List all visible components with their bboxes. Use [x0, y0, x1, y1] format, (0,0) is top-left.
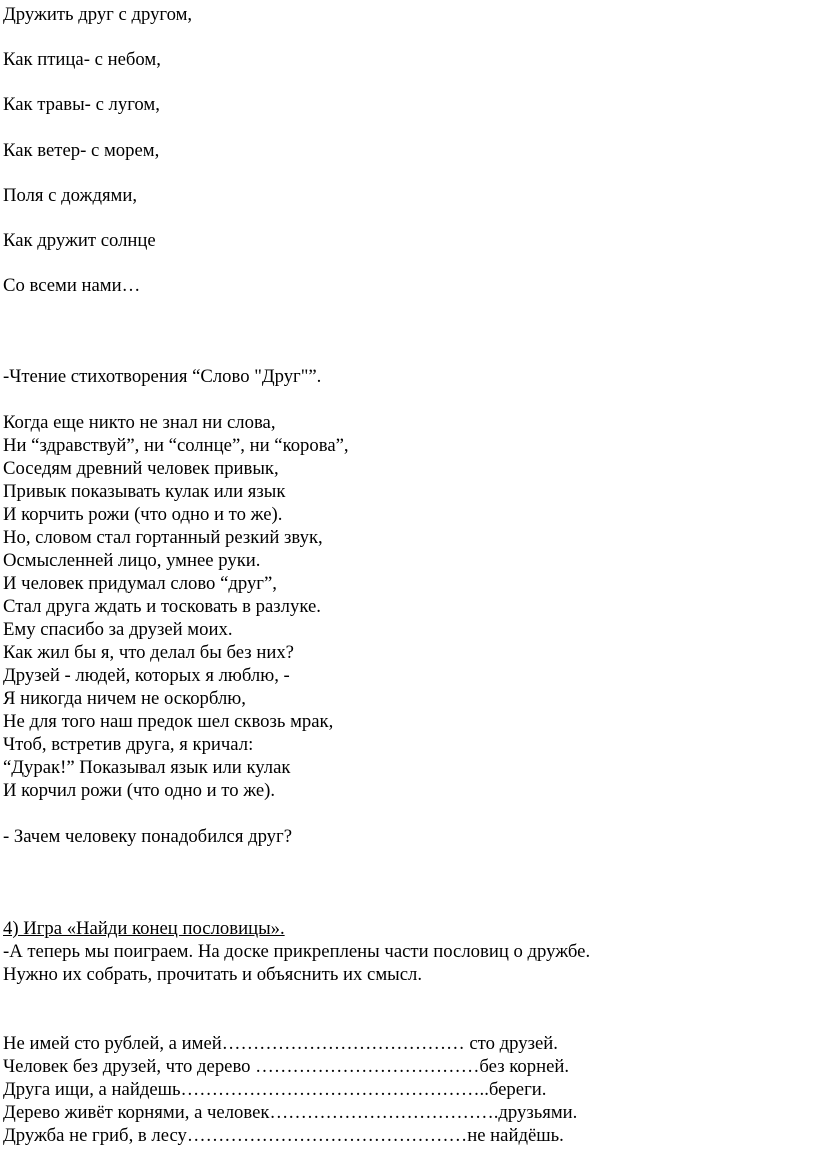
game-title: 4) Игра «Найди конец пословицы».: [3, 918, 285, 939]
discussion-question: - Зачем человеку понадобился друг?: [3, 826, 292, 847]
poem-line: И человек придумал слово “друг”,: [3, 573, 277, 594]
intro-poem-line: Как ветер- с морем,: [3, 140, 160, 161]
intro-poem-line: Как дружит солнце: [3, 230, 156, 251]
intro-poem-line: Дружить друг с другом,: [3, 4, 193, 25]
game-instruction: -А теперь мы поиграем. На доске прикреплены части пословиц о дружбе.: [3, 941, 591, 962]
poem-line: Соседям древний человек привык,: [3, 458, 279, 479]
intro-poem-line: Со всеми нами…: [3, 275, 141, 296]
poem-line: Не для того наш предок шел сквозь мрак,: [3, 711, 334, 732]
poem-line: И корчил рожи (что одно и то же).: [3, 780, 276, 801]
poem-line: Друзей - людей, которых я люблю, -: [3, 665, 290, 686]
poem-line: Когда еще никто не знал ни слова,: [3, 412, 276, 433]
poem-line: Ему спасибо за друзей моих.: [3, 619, 233, 640]
poem-line: И корчить рожи (что одно и то же).: [3, 504, 283, 525]
poem-line: “Дурак!” Показывал язык или кулак: [3, 757, 291, 778]
poem-line: Привык показывать кулак или язык: [3, 481, 286, 502]
reading-heading: -Чтение стихотворения “Слово "Друг"”.: [3, 366, 322, 387]
intro-poem-line: Поля с дождями,: [3, 185, 138, 206]
intro-poem-line: Как травы- с лугом,: [3, 94, 160, 115]
proverb-line: Друга ищи, а найдешь…………………………………………..береги.: [3, 1079, 547, 1100]
poem-line: Ни “здравствуй”, ни “солнце”, ни “корова”,: [3, 435, 349, 456]
game-instruction: Нужно их собрать, прочитать и объяснить их смысл.: [3, 964, 422, 985]
poem-line: Осмысленней лицо, умнее руки.: [3, 550, 261, 571]
proverb-line: Дружба не гриб, в лесу………………………………………не найдёшь.: [3, 1125, 564, 1146]
proverb-line: Дерево живёт корнями, а человек……………………………….друзьями.: [3, 1102, 578, 1123]
proverb-line: Не имей сто рублей, а имей………………………………… сто друзей.: [3, 1033, 558, 1054]
poem-line: Стал друга ждать и тосковать в разлуке.: [3, 596, 321, 617]
poem-line: Чтоб, встретив друга, я кричал:: [3, 734, 254, 755]
poem-line: Но, словом стал гортанный резкий звук,: [3, 527, 323, 548]
intro-poem-line: Как птица- с небом,: [3, 49, 161, 70]
poem-line: Я никогда ничем не оскорблю,: [3, 688, 246, 709]
poem-line: Как жил бы я, что делал бы без них?: [3, 642, 294, 663]
proverb-line: Человек без друзей, что дерево ………………………………без корней.: [3, 1056, 570, 1077]
